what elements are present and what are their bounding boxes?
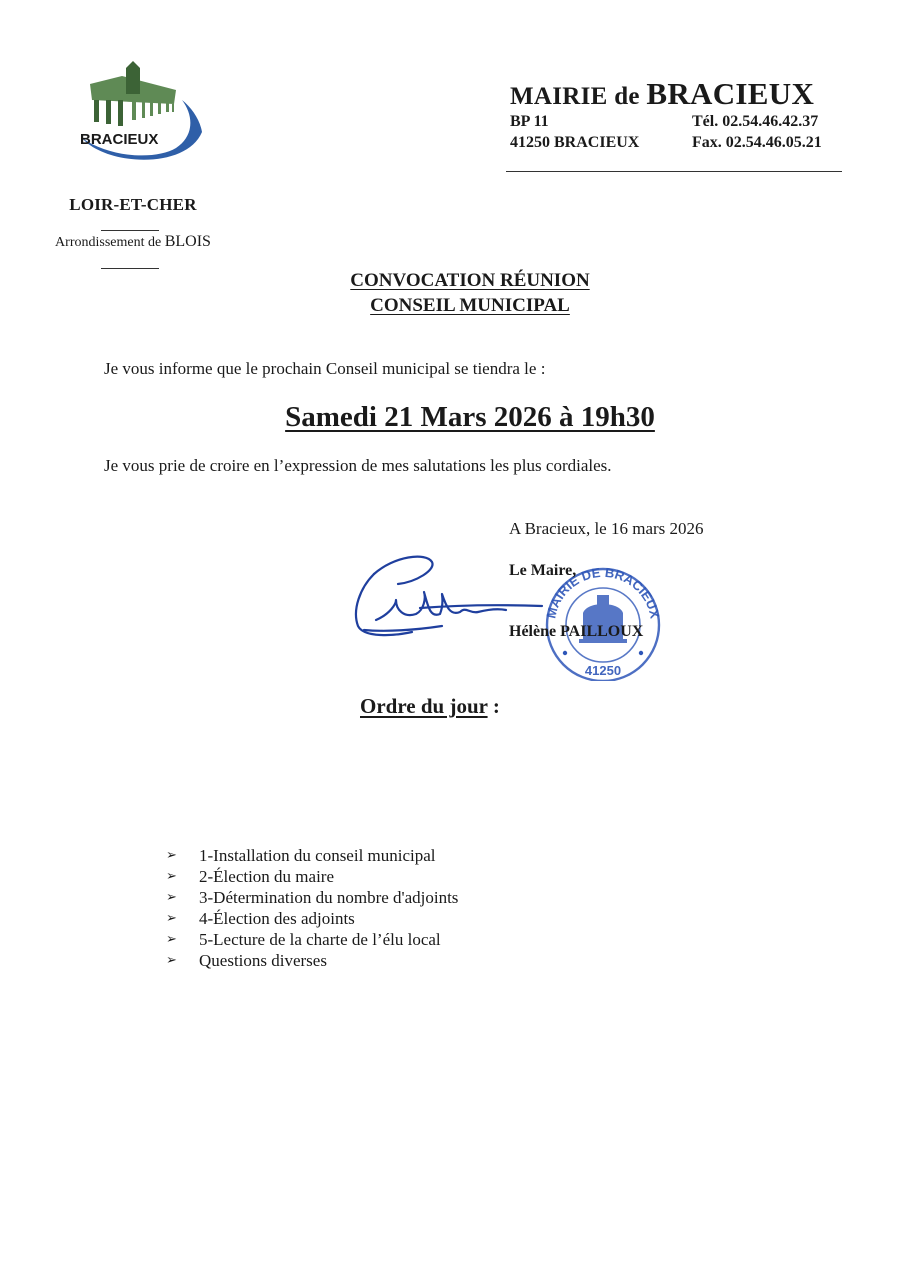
arrow-bullet-icon: ➢ bbox=[166, 932, 177, 947]
mairie-de: de bbox=[614, 83, 640, 110]
document-title-line1: CONVOCATION RÉUNION bbox=[350, 270, 590, 291]
agenda-item: ➢ 2-Élection du maire bbox=[166, 867, 335, 886]
stamp-text-bottom: 41250 bbox=[584, 663, 622, 678]
mayor-name: Hélène PAILLOUX bbox=[509, 623, 644, 640]
logo-text: BRACIEUX bbox=[80, 131, 159, 148]
agenda-item: ➢ 4-Élection des adjoints bbox=[166, 909, 355, 928]
building-logo-icon bbox=[76, 60, 208, 172]
phone-number: Tél. 02.54.46.42.37 bbox=[692, 113, 819, 130]
region-label: LOIR-ET-CHER bbox=[69, 195, 197, 214]
closing-text: Je vous prie de croire en l’expression de mes salutations les plus cordiales. bbox=[104, 456, 612, 475]
document-title-line2: CONSEIL MUNICIPAL bbox=[370, 295, 570, 316]
intro-text: Je vous informe que le prochain Conseil municipal se tiendra le : bbox=[104, 359, 546, 378]
mairie-name: BRACIEUX bbox=[646, 76, 815, 111]
arrow-bullet-icon: ➢ bbox=[166, 953, 177, 968]
divider bbox=[101, 230, 159, 231]
meeting-date: Samedi 21 Mars 2026 à 19h30 bbox=[285, 401, 655, 433]
arrow-bullet-icon: ➢ bbox=[166, 911, 177, 926]
arrondissement-city: BLOIS bbox=[164, 233, 211, 250]
place-and-date: A Bracieux, le 16 mars 2026 bbox=[509, 519, 704, 538]
agenda-title: Ordre du jour : bbox=[360, 694, 500, 718]
mairie-title bbox=[510, 76, 814, 112]
agenda-item: ➢ 3-Détermination du nombre d'adjoints bbox=[166, 888, 459, 907]
postal-address: 41250 BRACIEUX bbox=[510, 134, 640, 151]
arrow-bullet-icon: ➢ bbox=[166, 848, 177, 863]
arrow-bullet-icon: ➢ bbox=[166, 890, 177, 905]
agenda-item: ➢ 5-Lecture de la charte de l’élu local bbox=[166, 930, 441, 949]
arrondissement-label bbox=[20, 233, 246, 251]
arrow-bullet-icon: ➢ bbox=[166, 869, 177, 884]
mayor-role: Le Maire, bbox=[509, 562, 577, 579]
mairie-prefix: MAIRIE bbox=[510, 83, 608, 110]
fax-number: Fax. 02.54.46.05.21 bbox=[692, 134, 822, 151]
stamp-text-top: MAIRIE DE BRACIEUX bbox=[543, 564, 663, 620]
divider bbox=[101, 268, 159, 269]
arrondissement-prefix: Arrondissement de bbox=[55, 235, 162, 250]
header-divider bbox=[506, 171, 842, 172]
agenda-item: ➢ Questions diverses bbox=[166, 951, 327, 970]
bracieux-logo bbox=[76, 60, 208, 172]
agenda-list bbox=[166, 845, 458, 971]
agenda-item: ➢ 1-Installation du conseil municipal bbox=[166, 846, 436, 865]
postal-box: BP 11 bbox=[510, 113, 549, 130]
